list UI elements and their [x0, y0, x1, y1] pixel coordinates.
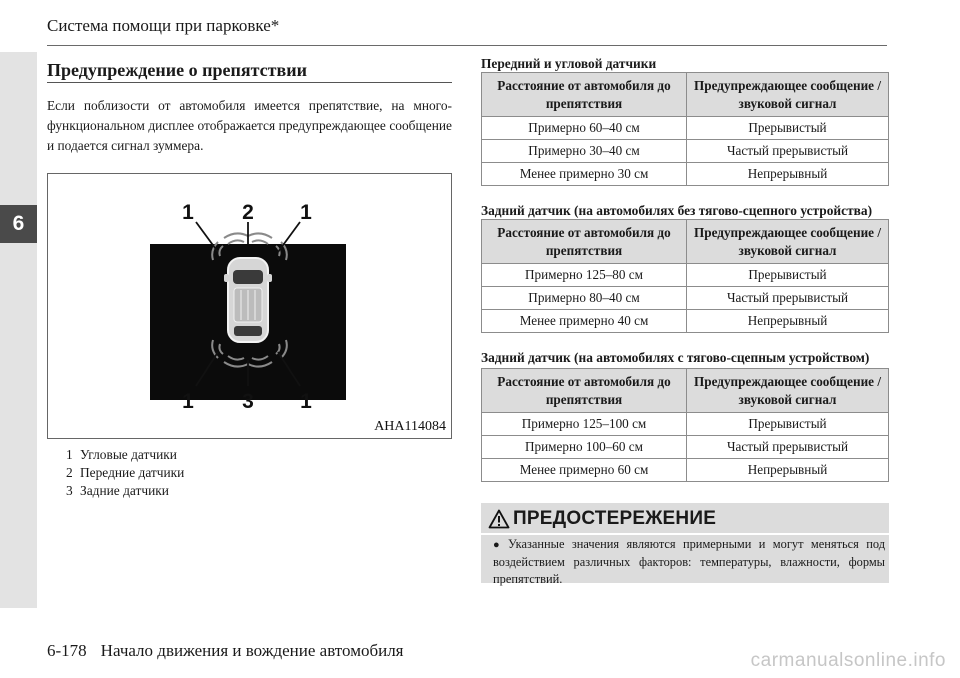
header-divider: [47, 45, 887, 46]
figure-code: AHA114084: [374, 419, 446, 434]
table-header-distance: Расстояние от автомобиля до препятствия: [482, 220, 687, 264]
table-title-rear-no-hitch: Задний датчик (на автомобилях без тягово-сцепного устройства): [481, 203, 873, 218]
caution-header: [488, 508, 716, 530]
table-row: Примерно 125–100 см Прерывистый: [482, 413, 889, 436]
section-divider: [47, 82, 452, 83]
warning-triangle-icon: [488, 509, 510, 529]
table-rear-hitch: [481, 368, 889, 482]
car-top-view: [224, 258, 272, 342]
callout-top-right: 1: [300, 201, 312, 224]
table-row: Примерно 80–40 см Частый прерывистый: [482, 287, 889, 310]
section-title: Предупреждение о препятствии: [47, 60, 307, 80]
legend-item: 3 Задние датчики: [66, 483, 169, 498]
caution-text: ● Указанные значения являются примерными и могут меняться под воздействием различных факторов: температуры, влажности, формы препятствий.: [493, 537, 885, 586]
caution-divider: [481, 533, 889, 535]
table-header-signal: Предупреждающее сообщение / звуковой сигнал: [687, 369, 889, 413]
callout-bottom-left: 1: [182, 390, 194, 413]
table-header-distance: Расстояние от автомобиля до препятствия: [482, 73, 687, 117]
page-number: 6-178: [47, 641, 87, 660]
figure-legend: [66, 446, 184, 500]
page-footer: [47, 641, 404, 661]
sensor-figure: [47, 173, 452, 439]
table-row: Менее примерно 40 см Непрерывный: [482, 310, 889, 333]
caution-box: [481, 503, 889, 586]
footer-chapter: Начало движения и вождение автомобиля: [100, 641, 404, 660]
table-row: Примерно 125–80 см Прерывистый: [482, 264, 889, 287]
page-header-title: Система помощи при парковке*: [47, 16, 280, 35]
callout-top-left: 1: [182, 201, 194, 224]
table-rear-no-hitch: [481, 219, 889, 333]
table-header-signal: Предупреждающее сообщение / звуковой сигнал: [687, 220, 889, 264]
legend-item: 2 Передние датчики: [66, 465, 185, 480]
table-row: Менее примерно 60 см Непрерывный: [482, 459, 889, 482]
watermark: carmanualsonline.info: [750, 650, 946, 671]
callout-bottom-center: 3: [242, 390, 254, 413]
table-row: Менее примерно 30 см Непрерывный: [482, 163, 889, 186]
callout-bottom-right: 1: [300, 390, 312, 413]
table-header-signal: Предупреждающее сообщение / звуковой сигнал: [687, 73, 889, 117]
parking-sensor-illustration: [48, 174, 451, 438]
table-row: Примерно 30–40 см Частый прерывистый: [482, 140, 889, 163]
table-title-front: Передний и угловой датчики: [481, 56, 657, 71]
intro-paragraph: Если поблизости от автомобиля имеется препятствие, на много-функциональном дисплее отображается предупреждающее сообщение и подается сигнал зуммера.: [47, 98, 452, 153]
caution-title: ПРЕДОСТЕРЕЖЕНИЕ: [513, 508, 717, 529]
bullet-icon: ●: [493, 539, 500, 551]
table-row: Примерно 100–60 см Частый прерывистый: [482, 436, 889, 459]
chapter-tab[interactable]: 6: [0, 205, 37, 243]
table-header-distance: Расстояние от автомобиля до препятствия: [482, 369, 687, 413]
table-front-corner: [481, 72, 889, 186]
table-title-rear-hitch: Задний датчик (на автомобилях с тягово-сцепным устройством): [481, 350, 870, 365]
legend-item: 1 Угловые датчики: [66, 447, 177, 462]
callout-top-center: 2: [242, 201, 254, 224]
table-row: Примерно 60–40 см Прерывистый: [482, 117, 889, 140]
side-band: [0, 52, 37, 608]
